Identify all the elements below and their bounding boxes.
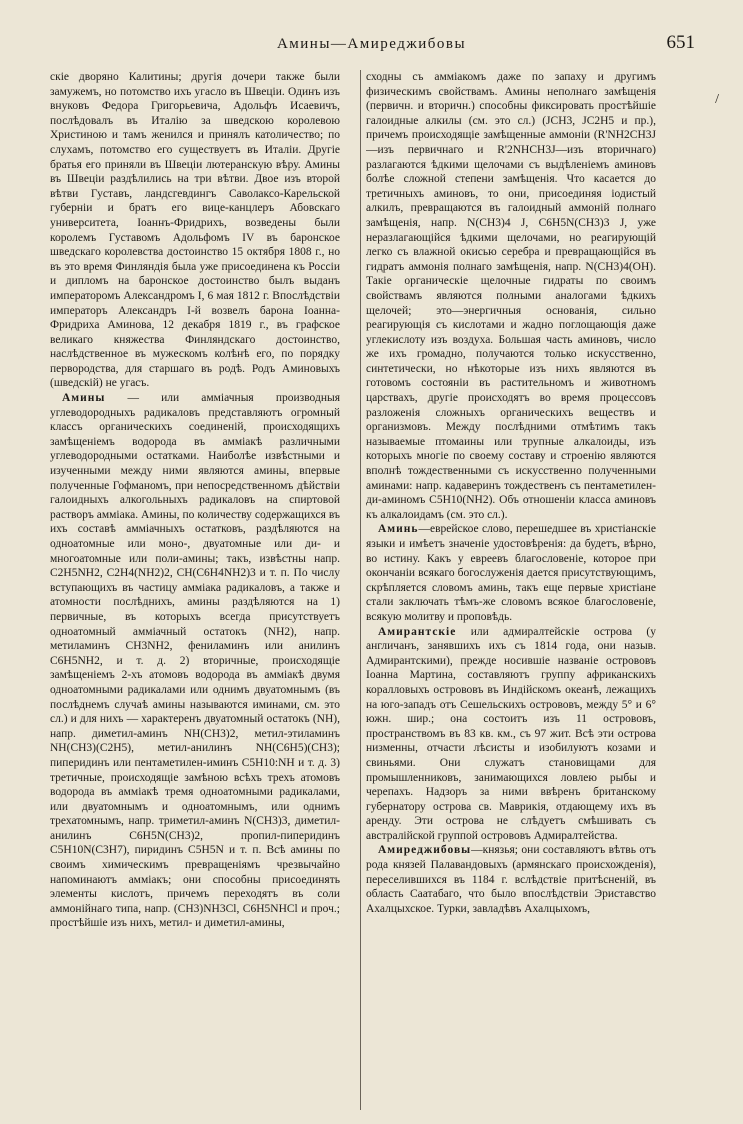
running-title: Амины—Амиреджибовы xyxy=(276,36,467,52)
headword-aminy: Амины xyxy=(62,392,106,405)
headword-amirantskie: Амирантскіе xyxy=(378,625,457,638)
entry-text-amirantskie: или адмиралтейскіе острова (у англичанъ, занявшихъ ихъ съ 1814 года, они назыв. Адмирантскими), прежде носившіе названіе острововъ Іоанна Мартина, составляютъ группу африканскихъ коралловыхъ острововъ въ Индійскомъ океанѣ, лежащихъ на юго-западъ отъ Сешельскихъ острововъ, между 5° и 6° южн. шир.; она состоитъ изъ 11 острововъ, пространствомъ въ 83 кв. км., съ 97 жит. Всѣ эти острова низменны, отчасти лѣсисты и изобилуютъ козами и свиньями. Они служатъ становищами для промышленниковъ, занимающихся ловлею рыбы и черепахъ. Надзоръ за ними ввѣренъ британскому губернатору острова св. Маврикія, отдающему ихъ въ аренду. Эти острова не слѣдуетъ смѣшивать съ австралійской группой острововъ Адмиралтейства. xyxy=(366,625,656,842)
headword-amiredzhibovy: Амиреджибовы xyxy=(378,844,472,857)
paragraph-aminy-continued: сходны съ аммiакомъ даже по запаху и другимъ физическимъ свойствамъ. Амины неполнаго замѣщенія (первичн. и вторичн.) способны фиксировать простѣйшіе галоидные алкилы (см. это сл.) (JCH3, JC2H5 и пр.), причемъ происходящіе замѣщенные аммоніи (R'NH2CH3J—изъ первичнаго и R'2NHCH3J—изъ вторичнаго) разлагаются ѣдкими щелочами съ выдѣленіемъ аминовъ болѣе сложной степени замѣщенія. Что касается до третичныхъ аминовъ, то они, присоединяя іодистый алкилъ, превращаются въ галоидный аммоній полнаго замѣщенія, напр. N(CH3)4 J, C6H5N(CH3)3 J, уже неразлагающійся ѣдкими щелочами, но реагирующій легко съ влажной окисью серебра и превращающійся въ гидратъ аммонія полнаго замѣщенія, напр. N(CH3)4(OH). Такіе органическіе щелочные гидраты по своимъ свойствамъ являются полными аналогами ѣдкихъ щелочей; это—энергичныя основанія, сильно реагирующія съ кислотами и жадно поглощающія даже углекислоту изъ воздуха. Большая часть аминовъ, число же ихъ громадно, получаются только искусственно, синтетически, но нѣкоторые изъ нихъ являются въ готовомъ состояніи въ растительномъ и животномъ царствахъ, другіе происходятъ во время процессовъ разложенія сложныхъ органическихъ веществъ и организмовъ. Между послѣдними отмѣтимъ такъ называемые птомаины или трупные алкалоиды, изъ которыхъ многіе по своему составу и строенію являются вполнѣ тождественными съ искусственно полученными аминами: напр. кадаверинъ тождественъ съ пентаметилен-ди-аминомъ C5H10(NH2). Объ отношеніи класса аминовъ къ алкалоидамъ (см. это сл.). xyxy=(366,71,656,521)
right-column xyxy=(366,70,656,1110)
paragraph-aminov-family: скіе дворяно Калитины; другія дочери также были замужемъ, но потомство ихъ угасло въ Швеціи. Одинъ изъ внуковъ Федора Григорьевича, Адольфъ Исаевичъ, послѣдовалъ въ Италію за шведскою королевою Христиною и тамъ женился и принялъ католичество; по слухамъ, потомство его существуетъ въ Италіи. Другіе братья его приняли въ Швеціи лютеранскую вѣру. Амины въ Швеціи раздѣлились на три вѣтви. Двое изъ второй вѣтви Густавъ, ландсгевдингъ Саволаксо-Карельской губерніи и братъ его вице-канцлеръ Абовскаго университета, Іоаннъ-Фридрихъ, возведены были королемъ Густавомъ Адольфомъ IV въ баронское шведскаго королевства достоинство 15 октября 1808 г., но въ это время Финляндія была уже присоединена къ Россіи и дипломъ на баронское достоинство былъ выданъ императоромъ Александромъ I, 6 мая 1812 г. Впослѣдствіи императоръ Александръ I-й возвелъ барона Іоанна-Фридриха Аминова, 12 декабря 1819 г., въ графское великаго княжества Финляндскаго достоинство, наслѣдственное въ мужескомъ колѣнѣ его, по порядку первородства, для старшаго въ родѣ. Родъ Аминовыхъ (шведскій) не угасъ. xyxy=(50,71,340,390)
entry-text-amin: —еврейское слово, перешедшее въ христіанскіе языки и имѣетъ значеніе удостовѣренія: да будетъ, вѣрно, во истину. Какъ у евреевъ благословеніе, которое при окончаніи всякаго богослуженія дается присутствующимъ, скрѣпляется словомъ аминь, такъ еще первые христіане стали заключать тѣмъ-же словомъ всякое благословеніе, всякую молитву и проповѣдь. xyxy=(366,523,656,623)
paragraph-amirantskie xyxy=(366,625,656,844)
margin-mark: / xyxy=(715,92,719,107)
entry-text-aminy: — или аммiачныя производныя углеводородныхъ радикаловъ представляютъ огромный классъ органическихъ соединеній, происходящихъ замѣщеніемъ водорода въ аммiакѣ различными углеводородными остатками. Наиболѣе извѣстными и изученными между ними являются амины, впервые полученные Гофманомъ, при непосредственномъ дѣйствіи галоидныхъ алкогольныхъ радикаловъ на спиртовой растворъ аммiака. Амины, по количеству содержащихся въ ихъ составѣ аммiачныхъ остатковъ, раздѣляются на одноатомные или моно-, двуатомные или ди- и многоатомные или поли-амины; такъ, извѣстны напр. C2H5NH2, C2H4(NH2)2, CH(C6H4NH2)3 и т. п. По числу вступающихъ въ частицу аммiака радикаловъ, а также и атомности послѣднихъ, амины раздѣляются на 1) первичные, въ которыхъ всегда присутствуетъ одноатомный аммiачный остатокъ (NH2), напр. метиламинъ CH3NH2, фениламинъ или анилинъ C6H5NH2, и т. д. 2) вторичные, происходящіе замѣщеніемъ 2-хъ атомовъ водорода въ аммiакѣ двумя одноатомными радикалами или однимъ двуатомнымъ (въ послѣднемъ случаѣ амины называются иминами, см. это сл.) и для нихъ — характеренъ двуатомный остатокъ (NH), напр. диметил-аминъ NH(CH3)2, метил-этиламинъ NH(CH3)(C2H5), метил-анилинъ NH(C6H5)(CH3); пиперидинъ или пентаметилен-иминъ C5H10:NH и т. д. 3) третичные, происходящіе замѣною всѣхъ трехъ атомовъ водорода въ аммiакѣ тремя одноатомными радикалами, или двуатомнымъ и одноатомнымъ, или однимъ трехатомнымъ, напр. триметил-аминъ N(CH3)3, диметил-анилинъ C6H5N(CH3)2, пропил-пиперидинъ C5H10N(C3H7), пиридинъ C5H5N и т. п. Всѣ амины по своимъ химическимъ превращеніямъ чрезвычайно напоминаютъ аммiакъ; они способны присоединять элементы кислотъ, причемъ переходятъ въ соли аммонійнаго типа, напр. (CH3)NH3Cl, C6H5NHCl и проч.; простѣйшіе изъ нихъ, метил- и диметил-амины, xyxy=(50,392,340,930)
column-divider xyxy=(360,70,361,1110)
paragraph-amin xyxy=(366,522,656,624)
paragraph-aminy xyxy=(50,391,340,931)
headword-amin: Аминь xyxy=(378,523,419,536)
left-column xyxy=(50,70,340,1110)
entry-text-amiredzhibovy: —князья; они составляютъ вѣтвь отъ рода князей Палавандовыхъ (армянскаго происхожденія), переселившихся въ 1184 г. вслѣдствіе притѣсненій, въ область Саатабаго, что было впослѣдствіи Эриставство Ахалцыхское. Турки, завладѣвъ Ахалцыхомъ, xyxy=(366,844,656,915)
paragraph-amiredzhibovy xyxy=(366,843,656,916)
page-number: 651 xyxy=(666,32,695,53)
